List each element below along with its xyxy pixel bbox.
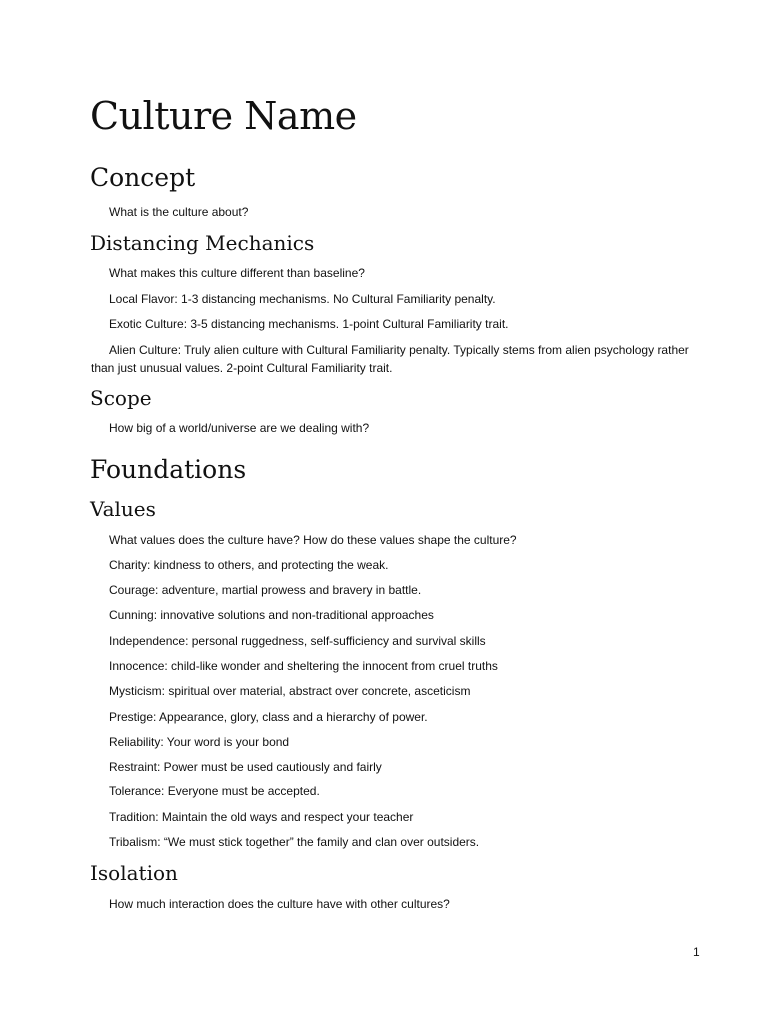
distancing-item-local-flavor: Local Flavor: 1-3 distancing mechanisms. No Cultural Familiarity penalty.	[109, 292, 496, 306]
value-item-courage: Courage: adventure, martial prowess and bravery in battle.	[109, 583, 422, 597]
value-item-tolerance: Tolerance: Everyone must be accepted.	[109, 784, 320, 798]
values-question: What values does the culture have? How do these values shape the culture?	[109, 533, 517, 547]
value-item-restraint: Restraint: Power must be used cautiously and fairly	[109, 760, 382, 774]
scope-question: How big of a world/universe are we dealing with?	[109, 421, 370, 435]
document-title: Culture Name	[90, 94, 357, 138]
heading-values: Values	[90, 497, 156, 521]
value-item-innocence: Innocence: child-like wonder and sheltering the innocent from cruel truths	[109, 659, 498, 673]
value-item-charity: Charity: kindness to others, and protecting the weak.	[109, 558, 389, 572]
isolation-question: How much interaction does the culture have with other cultures?	[109, 897, 450, 911]
value-item-mysticism: Mysticism: spiritual over material, abstract over concrete, asceticism	[109, 684, 471, 698]
value-item-tradition: Tradition: Maintain the old ways and respect your teacher	[109, 810, 414, 824]
heading-concept: Concept	[90, 163, 196, 192]
heading-distancing-mechanics: Distancing Mechanics	[90, 231, 315, 255]
heading-isolation: Isolation	[90, 861, 178, 885]
distancing-item-alien-culture: Alien Culture: Truly alien culture with Cultural Familiarity penalty. Typically stems from alien psychology rather than just unusual values. 2-point Cultural Familiarity trait.	[91, 343, 689, 375]
distancing-item-exotic-culture: Exotic Culture: 3-5 distancing mechanisms. 1-point Cultural Familiarity trait.	[109, 317, 509, 331]
value-item-prestige: Prestige: Appearance, glory, class and a hierarchy of power.	[109, 710, 428, 724]
value-item-independence: Independence: personal ruggedness, self-sufficiency and survival skills	[109, 634, 486, 648]
distancing-question: What makes this culture different than baseline?	[109, 266, 365, 280]
heading-scope: Scope	[90, 386, 152, 410]
heading-foundations: Foundations	[90, 455, 247, 484]
value-item-tribalism: Tribalism: “We must stick together” the family and clan over outsiders.	[109, 835, 480, 849]
concept-question: What is the culture about?	[109, 205, 249, 219]
page-number: 1	[693, 945, 700, 959]
value-item-reliability: Reliability: Your word is your bond	[109, 735, 290, 749]
value-item-cunning: Cunning: innovative solutions and non-traditional approaches	[109, 608, 434, 622]
